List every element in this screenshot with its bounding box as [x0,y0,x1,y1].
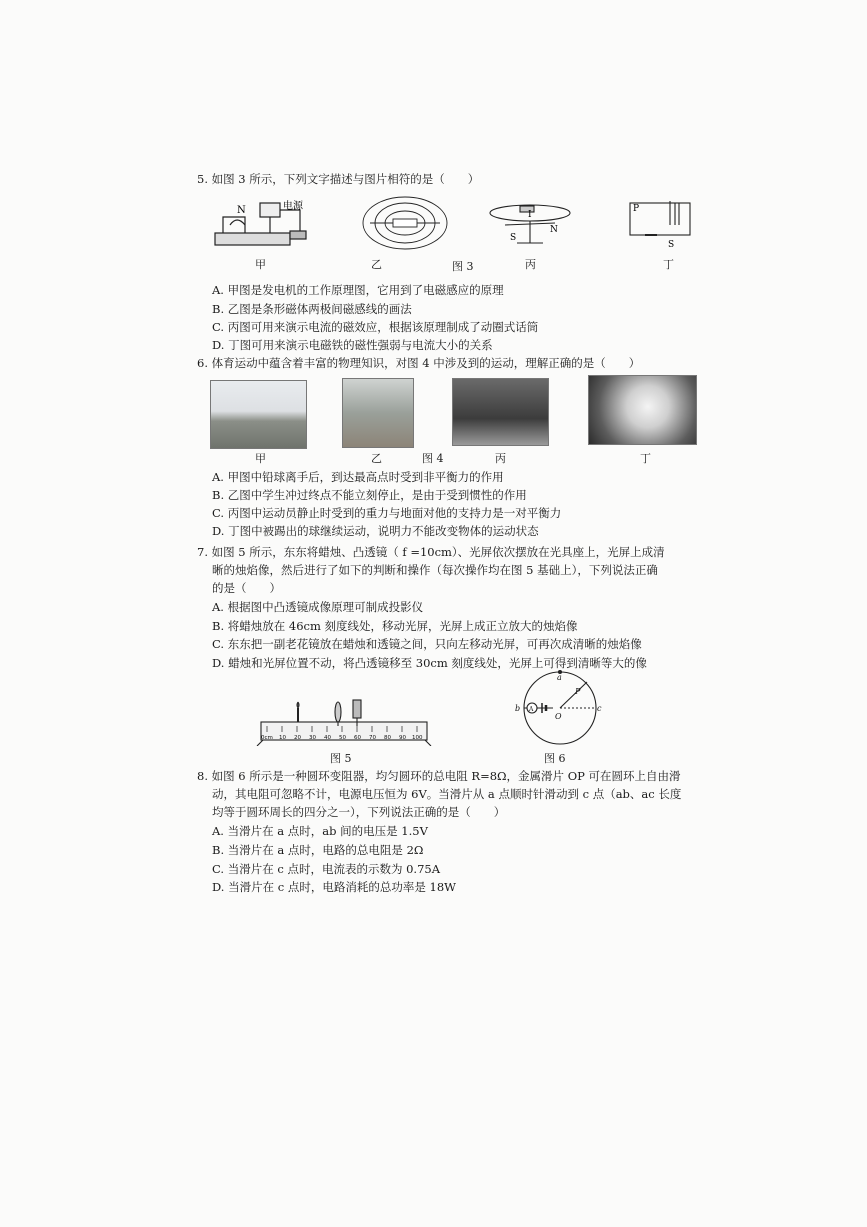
fig4-photo-ding [588,375,697,445]
fig3-label-jia: 甲 [255,258,266,271]
figure-5-bench [255,690,435,746]
q5-option-b: B. 乙图是条形磁体两极间磁感线的画法 [212,302,412,316]
fig3-caption: 图 3 [452,260,474,273]
ruler-tick-50: 50 [339,735,346,741]
fig3-ding-s-label: S [668,240,675,250]
q6-stem: 6. 体育运动中蕴含着丰富的物理知识，对图 4 中涉及到的运动，理解正确的是（ ） [197,356,641,370]
q7-stem-line-3: 的是（ ） [212,581,281,595]
fig3-label-ding: 丁 [663,258,674,271]
q8-stem-line-3: 均等于圆环周长的四分之一），下列说法正确的是（ ） [212,805,506,819]
q5-option-a: A. 甲图是发电机的工作原理图，它用到了电磁感应的原理 [212,283,504,297]
fig4-photo-yi [342,378,414,448]
q7-option-c: C. 东东把一副老花镜放在蜡烛和透镜之间，只向左移动光屏，可再次成清晰的烛焰像 [212,637,642,651]
fig6-caption: 图 6 [544,752,566,765]
ruler-tick-60: 60 [354,735,361,741]
fig6-label-c: c [597,704,602,713]
ruler-tick-70: 70 [369,735,376,741]
figure-5 [255,690,435,746]
fig6-label-p: P [575,687,581,696]
q8-stem-line-1: 8. 如图 6 所示是一种圆环变阻器，均匀圆环的总电阻 R=8Ω，金属滑片 OP 可在圆环上自由滑 [197,769,681,783]
figure-6 [505,668,605,748]
fig6-label-a: a [557,673,562,682]
fig6-label-o: O [555,712,562,721]
ruler-tick-20: 20 [294,735,301,741]
fig4-caption: 图 4 [422,452,444,465]
q7-option-a: A. 根据图中凸透镜成像原理可制成投影仪 [212,600,424,614]
q8-option-d: D. 当滑片在 c 点时，电路消耗的总功率是 18W [212,880,456,894]
q6-option-c: C. 丙图中运动员静止时受到的重力与地面对他的支持力是一对平衡力 [212,506,562,520]
ruler-tick-10: 10 [279,735,286,741]
ruler-tick-80: 80 [384,735,391,741]
q8-stem-line-2: 动，其电阻可忽略不计，电源电压恒为 6V。当滑片从 a 点顺时针滑动到 c 点（ab、ac 长度 [212,787,682,801]
fig3-bing-i-label: I [528,210,532,220]
q5-option-c: C. 丙图可用来演示电流的磁效应，根据该原理制成了动圈式话筒 [212,320,539,334]
q8-option-c: C. 当滑片在 c 点时，电流表的示数为 0.75A [212,862,441,876]
fig3-jia-power-label: 电源 [283,201,303,212]
fig4-photo-bing [452,378,549,446]
fig3-ding-p-label: P [633,204,640,214]
fig4-label-jia: 甲 [255,452,266,465]
fig3-label-bing: 丙 [525,258,536,271]
fig4-label-ding: 丁 [640,452,651,465]
q8-option-b: B. 当滑片在 a 点时，电路的总电阻是 2Ω [212,843,424,857]
fig6-ammeter-label: A [529,706,534,713]
fig3-bing-n-label: N [550,225,558,235]
convex-lens [335,702,341,722]
ruler-tick-0: 0cm [261,735,273,741]
q7-option-d: D. 蜡烛和光屏位置不动，将凸透镜移至 30cm 刻度线处，光屏上可得到清晰等大的像 [212,656,647,670]
q7-stem-line-1: 7. 如图 5 所示，东东将蜡烛、凸透镜（ f =10cm）、光屏依次摆放在光具座上，光屏上成清 [197,545,665,559]
fig4-photo-jia [210,380,307,449]
q7-stem-line-2: 晰的烛焰像，然后进行了如下的判断和操作（每次操作均在图 5 基础上），下列说法正确 [212,563,658,577]
q5-stem: 5. 如图 3 所示，下列文字描述与图片相符的是（ ） [197,172,480,186]
ruler-tick-30: 30 [309,735,316,741]
slider-op [560,682,587,708]
q6-option-a: A. 甲图中铅球离手后，到达最高点时受到非平衡力的作用 [212,470,504,484]
light-screen [353,700,361,718]
ruler-tick-90: 90 [399,735,406,741]
q5-option-d: D. 丁图可用来演示电磁铁的磁性强弱与电流大小的关系 [212,338,493,352]
figure-6-ring-rheostat [505,668,605,748]
fig3-bing-s-label: S [510,233,517,243]
q6-option-d: D. 丁图中被踢出的球继续运动，说明力不能改变物体的运动状态 [212,524,539,538]
fig5-caption: 图 5 [330,752,352,765]
candle-flame [297,702,299,708]
fig6-label-b: b [515,704,521,713]
fig3-yi-field-lines [363,197,447,249]
q8-option-a: A. 当滑片在 a 点时，ab 间的电压是 1.5V [212,824,428,838]
fig4-label-bing: 丙 [495,452,506,465]
ruler-tick-40: 40 [324,735,331,741]
ruler-tick-100: 100 [412,735,423,741]
fig4-label-yi: 乙 [371,452,382,465]
fig3-label-yi: 乙 [371,258,382,271]
q7-option-b: B. 将蜡烛放在 46cm 刻度线处，移动光屏，光屏上成正立放大的烛焰像 [212,619,578,633]
q6-option-b: B. 乙图中学生冲过终点不能立刻停止，是由于受到惯性的作用 [212,488,527,502]
fig3-jia-n-label: N [237,205,246,216]
